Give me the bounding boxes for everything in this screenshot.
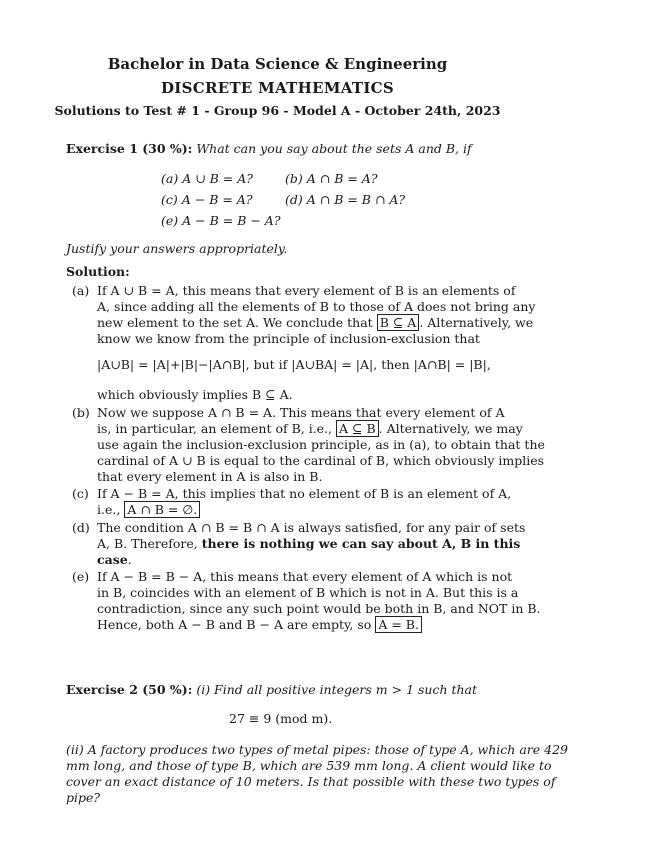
text-line: pipe? <box>66 790 101 805</box>
test-subtitle: Solutions to Test # 1 - Group 96 - Model A - October 24th, 2023 <box>54 103 501 118</box>
boxed-answer: A ∩ B = ∅. <box>124 501 200 518</box>
inclusion-exclusion-formula: |A∪B| = |A|+|B|−|A∩B|, but if |A∪BA| = |A|, then |A∩B| = |B|, <box>97 357 491 372</box>
boxed-answer: A ⊆ B <box>336 420 379 437</box>
course-title: DISCRETE MATHEMATICS <box>160 79 395 97</box>
option-a: (a) A ∪ B = A? <box>161 171 253 186</box>
option-b: (b) A ∩ B = A? <box>285 171 378 186</box>
exercise1-statement <box>66 141 472 157</box>
text-line: A, since adding all the elements of B to those of A does not bring any <box>97 299 536 314</box>
item-label: (e) <box>72 569 90 584</box>
solution-heading: Solution: <box>66 264 130 279</box>
exercise2-statement <box>66 682 477 698</box>
exercise1-question: What can you say about the sets A and B, if <box>196 141 472 156</box>
text-line: know we know from the principle of inclusion-exclusion that <box>97 331 480 346</box>
option-c: (c) A − B = A? <box>161 192 253 207</box>
text-line: The condition A ∩ B = B ∩ A is always satisfied, for any pair of sets <box>97 520 526 535</box>
item-label: (a) <box>72 283 90 298</box>
text-line: Now we suppose A ∩ B = A. This means that every element of A <box>97 405 505 420</box>
text-line: contradiction, since any such point would be both in B, and NOT in B. <box>97 601 541 616</box>
text-line: (ii) A factory produces two types of metal pipes: those of type A, which are 429 <box>66 742 568 757</box>
text-line: A, B. Therefore, there is nothing we can say about A, B in this <box>97 536 521 551</box>
exercise1-heading: Exercise 1 (30 %): <box>66 141 193 156</box>
program-title: Bachelor in Data Science & Engineering <box>107 55 448 73</box>
exercise2-heading: Exercise 2 (50 %): <box>66 682 193 697</box>
congruence-equation: 27 ≡ 9 (mod m). <box>229 711 333 726</box>
item-label: (d) <box>72 520 90 535</box>
text-line: use again the inclusion-exclusion principle, as in (a), to obtain that the <box>97 437 545 452</box>
justify-instruction: Justify your answers appropriately. <box>66 241 288 256</box>
option-e: (e) A − B = B − A? <box>161 213 281 228</box>
text-line: i.e., A ∩ B = ∅. <box>97 502 495 518</box>
text-line: which obviously implies B ⊆ A. <box>97 387 293 402</box>
text-line: case. <box>97 552 132 567</box>
text-line: If A − B = A, this implies that no element of B is an element of A, <box>97 486 512 501</box>
text-line: Hence, both A − B and B − A are empty, so A = B. <box>97 617 495 633</box>
boxed-answer: B ⊆ A <box>377 314 420 331</box>
text-line: cardinal of A ∪ B is equal to the cardinal of B, which obviously implies <box>97 453 545 468</box>
text-line: new element to the set A. We conclude that B ⊆ A . Alternatively, we <box>97 315 534 330</box>
text-line: cover an exact distance of 10 meters. Is that possible with these two types of <box>66 774 556 789</box>
text-line: is, in particular, an element of B, i.e., A ⊆ B . Alternatively, we may <box>97 421 523 436</box>
text-line: in B, coincides with an element of B which is not in A. But this is a <box>97 585 519 600</box>
text-line: If A − B = B − A, this means that every element of A which is not <box>97 569 513 584</box>
exercise2-part-ii <box>66 742 568 806</box>
item-label: (b) <box>72 405 90 420</box>
item-label: (c) <box>72 486 89 501</box>
exercise2-part-i: (i) Find all positive integers m > 1 such that <box>196 682 478 697</box>
boxed-answer: A = B. <box>375 616 422 633</box>
text-line: mm long, and those of type B, which are 539 mm long. A client would like to <box>66 758 552 773</box>
text-line: that every element in A is also in B. <box>97 469 323 484</box>
option-d: (d) A ∩ B = B ∩ A? <box>285 192 406 207</box>
text-line: If A ∪ B = A, this means that every element of B is an elements of <box>97 283 516 298</box>
